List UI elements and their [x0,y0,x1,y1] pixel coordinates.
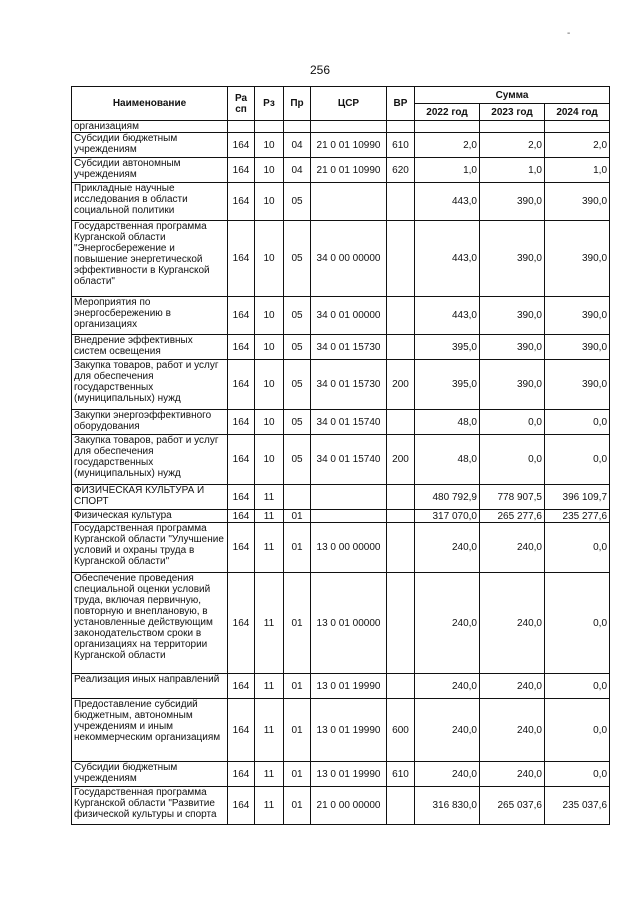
cell-rz: 11 [255,510,284,523]
cell-2024: 390,0 [545,297,610,335]
cell-csr: 34 0 01 15740 [311,410,387,435]
cell-rasp: 164 [228,133,255,158]
table-row [72,297,610,335]
table-row [72,510,610,523]
cell-pr [284,121,311,133]
cell-rz: 10 [255,360,284,410]
cell-2023: 240,0 [480,573,545,674]
cell-2023: 1,0 [480,158,545,183]
cell-pr: 05 [284,221,311,297]
page-number: 256 [309,63,331,77]
cell-name: организациям [72,121,228,133]
header-year-2022: 2022 год [415,104,480,121]
table-row [72,699,610,762]
cell-2023: 390,0 [480,297,545,335]
header-rz: Рз [255,87,284,121]
cell-vr [387,485,415,510]
cell-csr: 13 0 00 00000 [311,523,387,573]
cell-rasp [228,121,255,133]
cell-2023: 240,0 [480,762,545,787]
cell-2023 [480,121,545,133]
cell-2022: 240,0 [415,523,480,573]
cell-rz: 11 [255,699,284,762]
cell-name: Прикладные научные исследования в области социальной политики [72,183,228,221]
cell-2022: 443,0 [415,183,480,221]
cell-2023: 265 277,6 [480,510,545,523]
cell-vr: 620 [387,158,415,183]
cell-2024: 0,0 [545,410,610,435]
cell-2022: 240,0 [415,674,480,699]
table-row [72,158,610,183]
cell-csr: 13 0 01 00000 [311,573,387,674]
cell-2024: 396 109,7 [545,485,610,510]
cell-name: Внедрение эффективных систем освещения [72,335,228,360]
cell-2022: 395,0 [415,335,480,360]
cell-2023: 240,0 [480,699,545,762]
cell-2022: 1,0 [415,158,480,183]
cell-2022: 395,0 [415,360,480,410]
cell-csr: 13 0 01 19990 [311,762,387,787]
cell-rz: 10 [255,410,284,435]
cell-rz [255,121,284,133]
cell-pr: 05 [284,360,311,410]
header-summa: Сумма [415,87,610,104]
cell-pr: 05 [284,435,311,485]
cell-pr: 01 [284,674,311,699]
cell-name: Мероприятия по энергосбережению в организациях [72,297,228,335]
cell-2023: 390,0 [480,221,545,297]
cell-2023: 778 907,5 [480,485,545,510]
cell-name: Субсидии бюджетным учреждениям [72,762,228,787]
cell-name: Физическая культура [72,510,228,523]
cell-vr: 610 [387,762,415,787]
cell-rasp: 164 [228,573,255,674]
cell-name: Государственная программа Курганской области "Развитие физической культуры и спорта [72,787,228,825]
cell-csr: 34 0 01 15730 [311,360,387,410]
table-row [72,674,610,699]
cell-2024: 0,0 [545,435,610,485]
cell-rasp: 164 [228,485,255,510]
header-pr: Пр [284,87,311,121]
cell-name: Обеспечение проведения специальной оценки условий труда, включая первичную, повторную и внеплановую, в установленные действующим законодательством сроки в организациях на территории Курганской области [72,573,228,674]
cell-pr [284,485,311,510]
cell-pr: 01 [284,523,311,573]
cell-vr [387,674,415,699]
cell-2023: 240,0 [480,674,545,699]
cell-2024: 390,0 [545,221,610,297]
cell-2024: 0,0 [545,523,610,573]
cell-rz: 10 [255,133,284,158]
cell-pr: 04 [284,158,311,183]
cell-csr: 34 0 01 15730 [311,335,387,360]
cell-csr: 21 0 00 00000 [311,787,387,825]
cell-rasp: 164 [228,221,255,297]
table-row [72,787,610,825]
cell-2022: 240,0 [415,699,480,762]
cell-vr [387,221,415,297]
cell-2022: 316 830,0 [415,787,480,825]
header-year-2023: 2023 год [480,104,545,121]
cell-rasp: 164 [228,787,255,825]
cell-vr [387,573,415,674]
cell-2022: 240,0 [415,762,480,787]
header-rasp: Ра сп [228,87,255,121]
cell-pr: 05 [284,410,311,435]
cell-csr: 21 0 01 10990 [311,158,387,183]
cell-name: Закупки энергоэффективного оборудования [72,410,228,435]
table-row [72,485,610,510]
table-row [72,435,610,485]
cell-2023: 0,0 [480,410,545,435]
cell-rasp: 164 [228,410,255,435]
cell-name: Государственная программа Курганской области "Энергосбережение и повышение энергетической эффективности в Курганской области" [72,221,228,297]
cell-rasp: 164 [228,360,255,410]
cell-2022: 443,0 [415,297,480,335]
cell-2022: 240,0 [415,573,480,674]
cell-2024: 390,0 [545,183,610,221]
cell-rasp: 164 [228,158,255,183]
cell-pr: 05 [284,297,311,335]
cell-vr: 200 [387,360,415,410]
cell-pr: 01 [284,699,311,762]
cell-rasp: 164 [228,435,255,485]
cell-2024: 235 277,6 [545,510,610,523]
budget-table [71,86,610,825]
cell-rasp: 164 [228,335,255,360]
cell-name: ФИЗИЧЕСКАЯ КУЛЬТУРА И СПОРТ [72,485,228,510]
cell-csr: 34 0 01 00000 [311,297,387,335]
cell-rasp: 164 [228,297,255,335]
cell-name: Закупка товаров, работ и услуг для обеспечения государственных (муниципальных) нужд [72,435,228,485]
cell-rz: 10 [255,221,284,297]
cell-name: Субсидии бюджетным учреждениям [72,133,228,158]
cell-2022: 48,0 [415,410,480,435]
cell-csr: 13 0 01 19990 [311,674,387,699]
cell-pr: 01 [284,762,311,787]
cell-name: Закупка товаров, работ и услуг для обеспечения государственных (муниципальных) нужд [72,360,228,410]
cell-2024: 2,0 [545,133,610,158]
cell-rz: 10 [255,435,284,485]
cell-rasp: 164 [228,699,255,762]
cell-rasp: 164 [228,510,255,523]
table-row [72,335,610,360]
cell-name: Реализация иных направлений [72,674,228,699]
cell-rz: 10 [255,335,284,360]
cell-csr [311,485,387,510]
cell-pr: 01 [284,510,311,523]
cell-2024: 0,0 [545,573,610,674]
table-row [72,410,610,435]
cell-rz: 11 [255,787,284,825]
corner-mark: - [567,28,571,39]
cell-2023: 390,0 [480,360,545,410]
cell-vr [387,183,415,221]
cell-rasp: 164 [228,674,255,699]
cell-2022: 317 070,0 [415,510,480,523]
cell-name: Субсидии автономным учреждениям [72,158,228,183]
cell-2024: 0,0 [545,762,610,787]
cell-2022: 480 792,9 [415,485,480,510]
cell-pr: 01 [284,787,311,825]
table-row [72,133,610,158]
cell-vr [387,297,415,335]
cell-2023: 390,0 [480,183,545,221]
cell-vr: 610 [387,133,415,158]
cell-2024: 235 037,6 [545,787,610,825]
cell-csr [311,510,387,523]
header-year-2024: 2024 год [545,104,610,121]
cell-rz: 10 [255,158,284,183]
table-row [72,573,610,674]
cell-vr [387,523,415,573]
cell-rz: 10 [255,297,284,335]
cell-2023: 265 037,6 [480,787,545,825]
cell-vr [387,787,415,825]
cell-name: Государственная программа Курганской области "Улучшение условий и охраны труда в Курганской области" [72,523,228,573]
cell-2024: 0,0 [545,699,610,762]
table-row [72,360,610,410]
table-row [72,221,610,297]
table-row [72,183,610,221]
cell-rz: 11 [255,523,284,573]
table-row [72,121,610,133]
cell-2024: 0,0 [545,674,610,699]
cell-2024 [545,121,610,133]
table-row [72,523,610,573]
cell-csr: 13 0 01 19990 [311,699,387,762]
table-body [72,121,610,825]
cell-vr: 200 [387,435,415,485]
cell-csr [311,121,387,133]
header-name: Наименование [72,87,228,121]
cell-2023: 0,0 [480,435,545,485]
header-csr: ЦСР [311,87,387,121]
cell-2023: 240,0 [480,523,545,573]
cell-csr [311,183,387,221]
cell-2022: 48,0 [415,435,480,485]
cell-2023: 390,0 [480,335,545,360]
cell-rz: 11 [255,674,284,699]
cell-pr: 01 [284,573,311,674]
cell-name: Предоставление субсидий бюджетным, автономным учреждениям и иным некоммерческим организациям [72,699,228,762]
cell-2022 [415,121,480,133]
cell-csr: 34 0 00 00000 [311,221,387,297]
cell-2024: 390,0 [545,335,610,360]
cell-pr: 05 [284,335,311,360]
cell-2024: 1,0 [545,158,610,183]
cell-rasp: 164 [228,523,255,573]
cell-vr [387,410,415,435]
cell-rz: 11 [255,573,284,674]
cell-csr: 21 0 01 10990 [311,133,387,158]
cell-rz: 11 [255,762,284,787]
cell-pr: 04 [284,133,311,158]
cell-rasp: 164 [228,183,255,221]
cell-2022: 443,0 [415,221,480,297]
table-row [72,762,610,787]
cell-rasp: 164 [228,762,255,787]
cell-2023: 2,0 [480,133,545,158]
header-vr: ВР [387,87,415,121]
cell-2022: 2,0 [415,133,480,158]
cell-csr: 34 0 01 15740 [311,435,387,485]
cell-vr [387,335,415,360]
cell-vr: 600 [387,699,415,762]
cell-vr [387,121,415,133]
cell-rz: 10 [255,183,284,221]
cell-2024: 390,0 [545,360,610,410]
cell-pr: 05 [284,183,311,221]
cell-rz: 11 [255,485,284,510]
cell-vr [387,510,415,523]
